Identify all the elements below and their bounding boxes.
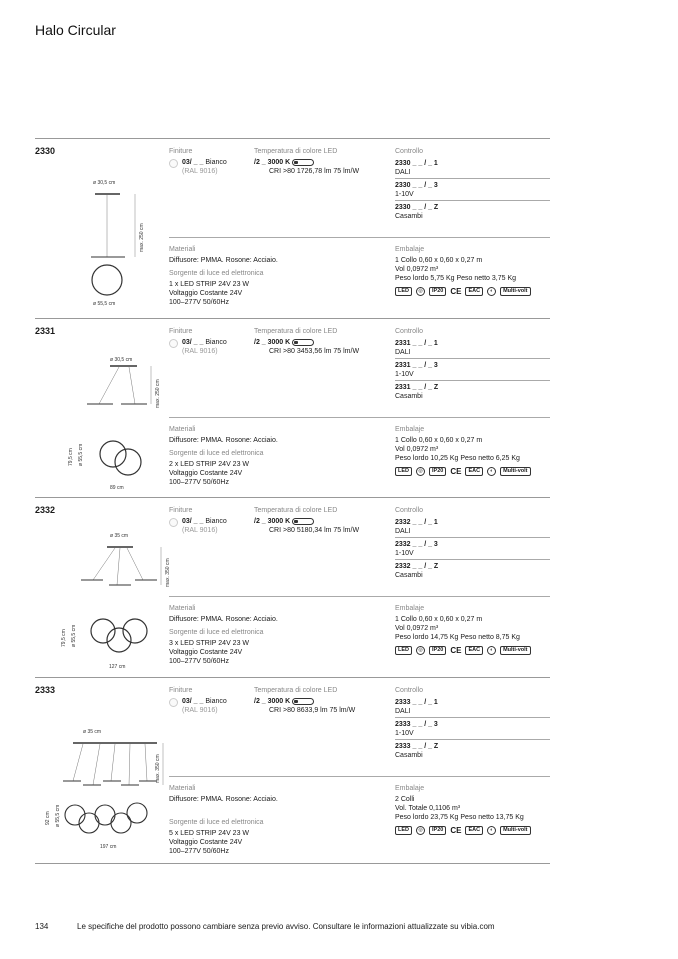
control-code: 2331 _ _ / _ 3 — [395, 362, 438, 369]
packaging-column — [395, 784, 550, 835]
packaging-line: 1 Collo 0,60 x 0,60 x 0,27 m — [395, 437, 483, 444]
product-2333 — [35, 677, 550, 864]
finish-code: 03/ _ _ — [182, 698, 204, 705]
class-icon: ◎ — [416, 826, 425, 835]
control-label: Controllo — [395, 687, 424, 694]
class-icon: ◎ — [416, 287, 425, 296]
white-swatch-icon — [169, 339, 178, 348]
packaging-column — [395, 425, 550, 476]
light-line: 3 x LED STRIP 24V 23 W — [169, 640, 250, 647]
color-temp-label: Temperatura di colore LED — [254, 507, 338, 514]
dim-height: max. 250 cm — [155, 379, 161, 408]
control-item — [395, 539, 550, 560]
control-name: DALI — [395, 349, 411, 356]
control-item — [395, 180, 550, 201]
control-item — [395, 741, 550, 761]
finish-option — [169, 517, 259, 535]
control-name: DALI — [395, 169, 411, 176]
multivolt-badge: Multi-volt — [500, 646, 530, 655]
packaging-line: Vol. Totale 0,1106 m³ — [395, 805, 461, 812]
control-code: 2332 _ _ / _ 1 — [395, 519, 438, 526]
temp-detail: CRI >80 5180,34 lm 75 lm/W — [269, 527, 360, 534]
finish-name: Bianco — [205, 698, 227, 705]
dim-width: 127 cm — [109, 664, 126, 670]
finishes-column — [169, 327, 259, 356]
finish-option — [169, 338, 259, 356]
packaging-line: Peso lordo 23,75 Kg Peso netto 13,75 Kg — [395, 814, 524, 821]
led-badge: LED — [395, 646, 412, 655]
control-item — [395, 360, 550, 381]
control-name: DALI — [395, 708, 411, 715]
finishes-column — [169, 147, 259, 176]
materials-column — [169, 604, 394, 666]
packaging-line: 1 Collo 0,60 x 0,60 x 0,27 m — [395, 616, 483, 623]
finishes-column — [169, 686, 259, 715]
dim-top: ø 30,5 cm — [93, 180, 116, 186]
control-item — [395, 158, 550, 179]
product-drawing — [55, 523, 175, 673]
product-code: 2331 — [35, 326, 56, 336]
page-title: Halo Circular — [35, 22, 116, 38]
control-name: Casambi — [395, 752, 423, 759]
color-temp-column — [254, 147, 394, 176]
dim-height: max. 350 cm — [155, 754, 161, 783]
white-swatch-icon — [169, 698, 178, 707]
white-swatch-icon — [169, 518, 178, 527]
control-label: Controllo — [395, 507, 424, 514]
product-drawing — [55, 164, 175, 314]
dim-side1: 92 cm — [45, 811, 51, 825]
product-drawing — [35, 703, 175, 853]
multivolt-badge: Multi-volt — [500, 826, 530, 835]
packaging-label: Embalaje — [395, 785, 425, 792]
dimmable-icon: ◐ — [487, 467, 496, 476]
control-name: 1-10V — [395, 371, 414, 378]
dimmable-icon: ◐ — [487, 287, 496, 296]
control-code: 2331 _ _ / _ Z — [395, 384, 439, 391]
control-item — [395, 338, 550, 359]
eac-badge: EAC — [465, 287, 483, 296]
light-line: 100–277V 50/60Hz — [169, 479, 229, 486]
product-code: 2332 — [35, 505, 56, 515]
packaging-line: Vol 0,0972 m³ — [395, 625, 439, 632]
packaging-column — [395, 245, 550, 296]
product-drawing — [55, 344, 175, 494]
light-line: Voltaggio Costante 24V — [169, 470, 243, 477]
packaging-line: Vol 0,0972 m³ — [395, 446, 439, 453]
control-code: 2332 _ _ / _ 3 — [395, 541, 438, 548]
ce-mark: CE — [450, 287, 462, 296]
control-label: Controllo — [395, 328, 424, 335]
dim-diameter: ø 55,5 cm — [93, 301, 116, 307]
temp-slider-icon — [292, 159, 314, 166]
led-badge: LED — [395, 287, 412, 296]
materials-label: Materiali — [169, 426, 196, 433]
divider — [169, 596, 550, 597]
materials-text: Diffusore: PMMA. Rosone: Acciaio. — [169, 796, 278, 803]
finishes-label: Finiture — [169, 507, 193, 514]
light-line: 5 x LED STRIP 24V 23 W — [169, 830, 250, 837]
light-line: 2 x LED STRIP 24V 23 W — [169, 461, 250, 468]
packaging-line: 2 Colli — [395, 796, 415, 803]
footer-note: Le specifiche del prodotto possono cambiare senza previo avviso. Consultare le informazioni attualizzate su vibia.com — [77, 922, 495, 931]
ce-mark: CE — [450, 646, 462, 655]
product-code: 2330 — [35, 146, 56, 156]
dim-top: ø 35 cm — [83, 729, 102, 735]
ip20-badge: IP20 — [429, 826, 446, 835]
control-column — [395, 147, 550, 223]
packaging-line: Peso lordo 10,25 Kg Peso netto 6,25 Kg — [395, 455, 520, 462]
packaging-line: Peso lordo 5,75 Kg Peso netto 3,75 Kg — [395, 275, 517, 282]
control-item — [395, 382, 550, 402]
packaging-line: 1 Collo 0,60 x 0,60 x 0,27 m — [395, 257, 483, 264]
color-temp-column — [254, 506, 394, 535]
dim-width: 89 cm — [110, 485, 124, 491]
dim-height: max. 250 cm — [139, 223, 145, 252]
page-footer — [35, 922, 550, 931]
light-source-label: Sorgente di luce ed elettronica — [169, 450, 264, 457]
materials-text: Diffusore: PMMA. Rosone: Acciaio. — [169, 257, 278, 264]
finish-name: Bianco — [205, 339, 227, 346]
led-badge: LED — [395, 467, 412, 476]
packaging-label: Embalaje — [395, 605, 425, 612]
finishes-column — [169, 506, 259, 535]
temp-code: /2 _ 3000 K — [254, 339, 291, 346]
ip20-badge: IP20 — [429, 646, 446, 655]
white-swatch-icon — [169, 159, 178, 168]
finishes-label: Finiture — [169, 148, 193, 155]
control-item — [395, 202, 550, 222]
temp-slider-icon — [292, 518, 314, 525]
packaging-label: Embalaje — [395, 246, 425, 253]
control-item — [395, 517, 550, 538]
control-name: Casambi — [395, 572, 423, 579]
light-line: 100–277V 50/60Hz — [169, 658, 229, 665]
control-column — [395, 506, 550, 582]
materials-label: Materiali — [169, 605, 196, 612]
materials-column — [169, 425, 394, 487]
light-line: Voltaggio Costante 24V — [169, 649, 243, 656]
packaging-label: Embalaje — [395, 426, 425, 433]
temp-slider-icon — [292, 339, 314, 346]
temp-code: /2 _ 3000 K — [254, 518, 291, 525]
eac-badge: EAC — [465, 826, 483, 835]
control-name: DALI — [395, 528, 411, 535]
multivolt-badge: Multi-volt — [500, 467, 530, 476]
control-name: Casambi — [395, 393, 423, 400]
color-temp-label: Temperatura di colore LED — [254, 148, 338, 155]
divider — [169, 776, 550, 777]
product-2330 — [35, 138, 550, 318]
materials-text: Diffusore: PMMA. Rosone: Acciaio. — [169, 437, 278, 444]
control-code: 2333 _ _ / _ 1 — [395, 699, 438, 706]
light-source-label: Sorgente di luce ed elettronica — [169, 270, 264, 277]
divider — [169, 417, 550, 418]
color-temp-label: Temperatura di colore LED — [254, 687, 338, 694]
temp-detail: CRI >80 1726,78 lm 75 lm/W — [269, 168, 360, 175]
eac-badge: EAC — [465, 646, 483, 655]
dim-side1: 79,5 cm — [68, 448, 74, 466]
finish-ral: (RAL 9016) — [182, 168, 218, 175]
ip20-badge: IP20 — [429, 467, 446, 476]
certification-row — [395, 826, 550, 835]
control-label: Controllo — [395, 148, 424, 155]
finish-ral: (RAL 9016) — [182, 707, 218, 714]
color-temp-column — [254, 686, 394, 715]
temp-slider-icon — [292, 698, 314, 705]
dim-top: ø 30,5 cm — [110, 357, 133, 363]
control-code: 2330 _ _ / _ 1 — [395, 160, 438, 167]
page-number: 134 — [35, 922, 49, 931]
finishes-label: Finiture — [169, 687, 193, 694]
materials-label: Materiali — [169, 246, 196, 253]
light-line: 100–277V 50/60Hz — [169, 299, 229, 306]
certification-row — [395, 467, 550, 476]
control-code: 2333 _ _ / _ 3 — [395, 721, 438, 728]
dim-side2: ø 55,5 cm — [71, 624, 77, 647]
finish-code: 03/ _ _ — [182, 339, 204, 346]
temp-detail: CRI >80 3453,56 lm 75 lm/W — [269, 348, 360, 355]
control-column — [395, 327, 550, 403]
control-code: 2333 _ _ / _ Z — [395, 743, 439, 750]
dim-side1: 79,5 cm — [61, 629, 67, 647]
finish-option — [169, 158, 259, 176]
finish-ral: (RAL 9016) — [182, 348, 218, 355]
certification-row — [395, 646, 550, 655]
packaging-line: Vol 0,0972 m³ — [395, 266, 439, 273]
finish-name: Bianco — [205, 159, 227, 166]
materials-column — [169, 245, 394, 307]
color-temp-column — [254, 327, 394, 356]
light-source-label: Sorgente di luce ed elettronica — [169, 629, 264, 636]
materials-label: Materiali — [169, 785, 196, 792]
control-name: 1-10V — [395, 550, 414, 557]
control-code: 2330 _ _ / _ Z — [395, 204, 439, 211]
dimmable-icon: ◐ — [487, 826, 496, 835]
temp-code: /2 _ 3000 K — [254, 159, 291, 166]
control-name: 1-10V — [395, 730, 414, 737]
product-2332 — [35, 497, 550, 677]
control-name: Casambi — [395, 213, 423, 220]
certification-row — [395, 287, 550, 296]
light-line: 1 x LED STRIP 24V 23 W — [169, 281, 250, 288]
finish-code: 03/ _ _ — [182, 159, 204, 166]
finish-name: Bianco — [205, 518, 227, 525]
finish-ral: (RAL 9016) — [182, 527, 218, 534]
finish-option — [169, 697, 259, 715]
ce-mark: CE — [450, 467, 462, 476]
control-code: 2332 _ _ / _ Z — [395, 563, 439, 570]
light-line: Voltaggio Costante 24V — [169, 839, 243, 846]
light-source-label: Sorgente di luce ed elettronica — [169, 819, 264, 826]
dimmable-icon: ◐ — [487, 646, 496, 655]
class-icon: ◎ — [416, 646, 425, 655]
materials-column — [169, 784, 394, 856]
finishes-label: Finiture — [169, 328, 193, 335]
control-code: 2330 _ _ / _ 3 — [395, 182, 438, 189]
finish-code: 03/ _ _ — [182, 518, 204, 525]
product-code: 2333 — [35, 685, 56, 695]
light-line: 100–277V 50/60Hz — [169, 848, 229, 855]
materials-text: Diffusore: PMMA. Rosone: Acciaio. — [169, 616, 278, 623]
dim-width: 197 cm — [100, 844, 117, 850]
control-item — [395, 561, 550, 581]
packaging-line: Peso lordo 14,75 Kg Peso netto 8,75 Kg — [395, 634, 520, 641]
dim-top: ø 35 cm — [110, 533, 129, 539]
control-column — [395, 686, 550, 762]
eac-badge: EAC — [465, 467, 483, 476]
dim-side2: ø 55,5 cm — [55, 804, 61, 827]
control-item — [395, 719, 550, 740]
control-name: 1-10V — [395, 191, 414, 198]
dim-side2: ø 55,5 cm — [78, 443, 84, 466]
color-temp-label: Temperatura di colore LED — [254, 328, 338, 335]
temp-detail: CRI >80 8633,9 lm 75 lm/W — [269, 707, 356, 714]
dim-height: max. 350 cm — [165, 558, 171, 587]
product-2331 — [35, 318, 550, 498]
ce-mark: CE — [450, 826, 462, 835]
class-icon: ◎ — [416, 467, 425, 476]
control-code: 2331 _ _ / _ 1 — [395, 340, 438, 347]
divider — [169, 237, 550, 238]
temp-code: /2 _ 3000 K — [254, 698, 291, 705]
control-item — [395, 697, 550, 718]
ip20-badge: IP20 — [429, 287, 446, 296]
packaging-column — [395, 604, 550, 655]
multivolt-badge: Multi-volt — [500, 287, 530, 296]
led-badge: LED — [395, 826, 412, 835]
light-line: Voltaggio Costante 24V — [169, 290, 243, 297]
